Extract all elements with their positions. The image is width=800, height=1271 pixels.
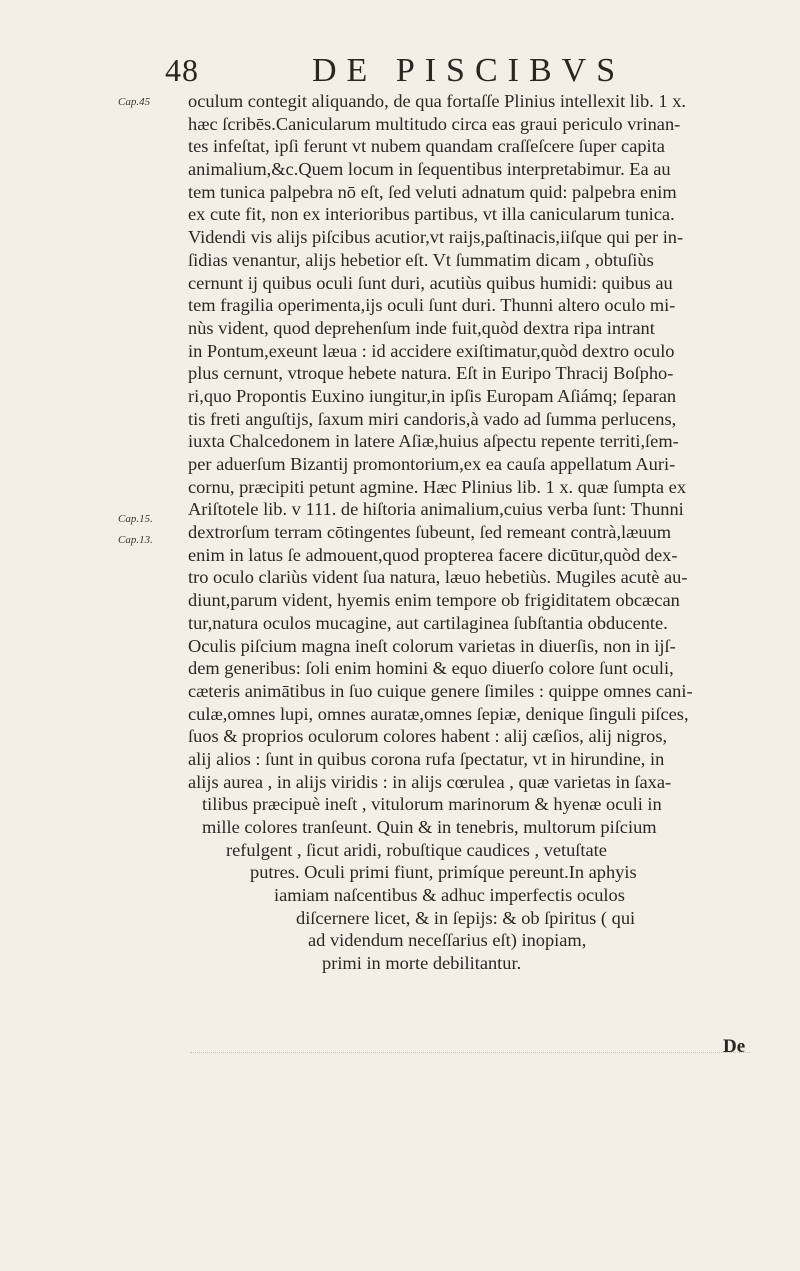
text-line: cernunt ij quibus oculi ſunt duri, acutiùs quibus humidi: quibus au [188, 272, 673, 293]
text-line: diunt,parum vident, hyemis enim tempore ob frigiditatem obcæcan [188, 590, 680, 611]
text-line: tilibus præcipuè ineſt , vitulorum marinorum & hyenæ oculi in [202, 794, 662, 815]
text-line: tem tunica palpebra nō eſt, ſed veluti adnatum quid: palpebra enim [188, 181, 677, 202]
margin-note-chapter-15: Cap.15. [118, 513, 153, 525]
main-text-block [188, 90, 768, 975]
text-line: alijs aurea , in alijs viridis : in alijs cœrulea , quæ varietas in ſaxa- [188, 771, 672, 792]
text-line: hæc ſcribēs.Canicularum multitudo circa eas graui periculo vrinan- [188, 113, 681, 134]
text-line: oculum contegit aliquando, de qua fortaſſe Plinius intellexit lib. 1 x. [188, 91, 686, 111]
margin-note-chapter-45: Cap.45 [118, 96, 151, 108]
text-line: Ariſtotele lib. v 111. de hiſtoria animalium,cuius verba ſunt: Thunni [188, 499, 684, 520]
text-line: dem generibus: ſoli enim homini & equo diuerſo colore ſunt oculi, [188, 658, 674, 679]
text-line: tro oculo clariùs vident ſua natura, læuo hebetiùs. Mugiles acutè au- [188, 567, 688, 588]
text-line: Videndi vis alijs piſcibus acutior,vt raijs,paſtinacis,iiſque qui per in- [188, 227, 684, 248]
page-number: 48 [165, 52, 199, 88]
bleed-through-mark [190, 1050, 750, 1053]
text-line: dextrorſum terram cōtingentes ſubeunt, ſed remeant contrà,læuum [188, 522, 672, 543]
text-line: putres. Oculi primi fiunt, primíque pereunt.In aphyis [250, 862, 637, 883]
text-line: ri,quo Propontis Euxino iungitur,in ipſis Europam Aſiámq; ſeparan [188, 385, 677, 406]
text-line: primi in morte debilitantur. [322, 953, 522, 974]
text-line: tis freti anguſtijs, ſaxum miri candoris,à vado ad ſumma perlucens, [188, 408, 677, 429]
text-line: ex cute fit, non ex interioribus partibus, vt illa canicularum tunica. [188, 204, 675, 225]
text-line: alij alios : ſunt in quibus corona rufa ſpectatur, vt in hirundine, in [188, 748, 665, 769]
running-title: DE PISCIBVS [312, 52, 626, 89]
text-line: mille colores tranſeunt. Quin & in tenebris, multorum piſcium [202, 817, 657, 837]
text-line: tes infeſtat, ipſi ferunt vt nubem quandam craſſeſcere ſuper capita [188, 136, 665, 157]
text-line: in Pontum,exeunt læua : id accidere exiſtimatur,quòd dextro oculo [188, 340, 675, 361]
text-line: ſuos & proprios oculorum colores habent : alij cæſios, alij nigros, [188, 726, 668, 747]
text-line: culæ,omnes lupi, omnes auratæ,omnes ſepiæ, denique ſinguli piſces, [188, 703, 689, 724]
text-line: enim in latus ſe admouent,quod propterea facere dicūtur,quòd dex- [188, 544, 678, 565]
text-line: plus cernunt, vtroque hebete natura. Eſt in Euripo Thracij Boſpho- [188, 363, 674, 384]
text-line: tem fragilia operimenta,ijs oculi ſunt duri. Thunni altero oculo mi- [188, 295, 676, 316]
text-line: per aduerſum Bizantij promontorium,ex ea cauſa appellatum Auri- [188, 454, 676, 474]
text-line: diſcernere licet, & in ſepijs: & ob ſpiritus ( qui [296, 907, 636, 928]
text-line: cornu, præcipiti petunt agmine. Hæc Plinius lib. 1 x. quæ ſumpta ex [188, 476, 687, 497]
text-line: ad videndum neceſſarius eſt) inopiam, [308, 930, 587, 951]
text-line: animalium,&c.Quem locum in ſequentibus interpretabimur. Ea au [188, 159, 671, 180]
text-line: iamiam naſcentibus & adhuc imperfectis oculos [274, 885, 625, 906]
text-line: refulgent , ſicut aridi, robuſtique caudices , vetuſtate [226, 839, 607, 860]
text-line: iuxta Chalcedonem in latere Aſiæ,huius aſpectu repente territi,ſem- [188, 431, 679, 452]
text-line: tur,natura oculos mucagine, aut cartilaginea ſubſtantia obducente. [188, 612, 668, 633]
text-line: nùs vident, quod deprehenſum inde fuit,quòd dextra ripa intrant [188, 317, 655, 338]
margin-note-chapter-13: Cap.13. [118, 534, 153, 546]
text-line: ſidias venantur, alijs hebetior eſt. Vt ſummatim dicam , obtuſiùs [188, 249, 654, 270]
text-line: Oculis piſcium magna ineſt colorum varietas in diuerſis, non in ijſ- [188, 635, 676, 656]
catchword: De [723, 1036, 746, 1057]
text-line: cæteris animātibus in ſuo cuique genere ſimiles : quippe omnes cani- [188, 680, 693, 701]
